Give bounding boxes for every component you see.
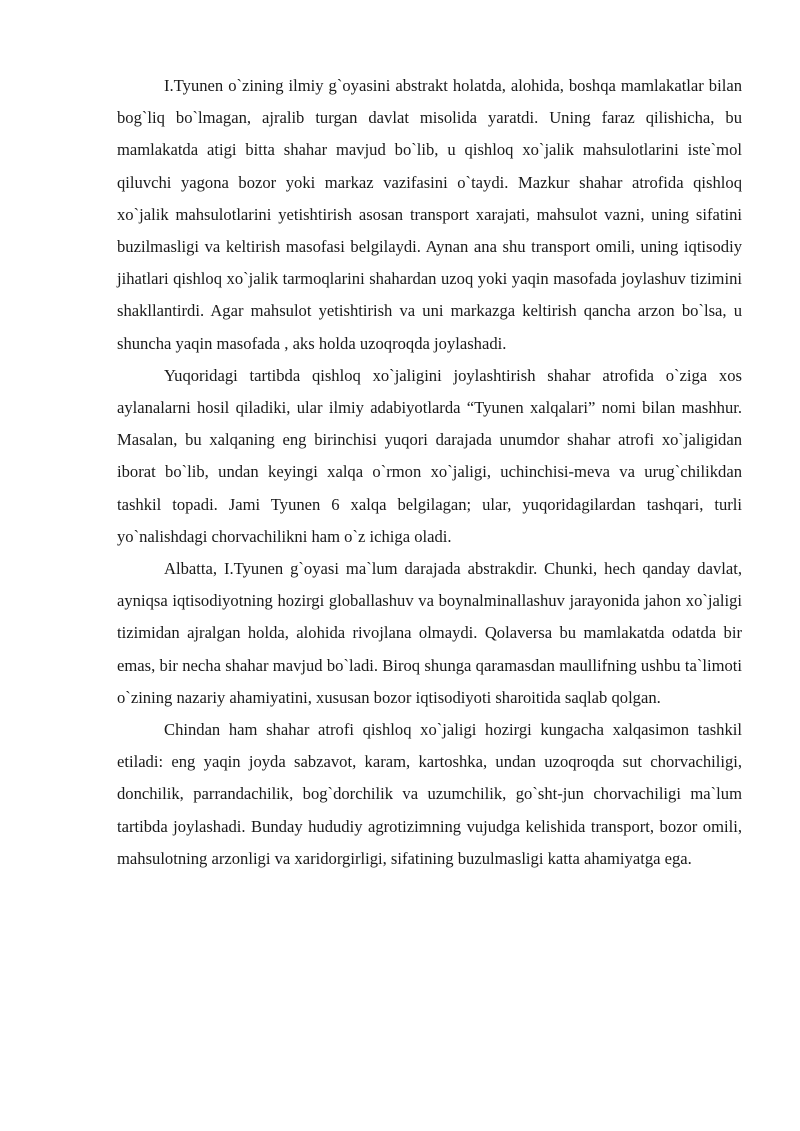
paragraph-tyunen-rings: Yuqoridagi tartibda qishloq xo`jaligini joylashtirish shahar atrofida o`ziga xos aylanalarni hosil qiladiki, ular ilmiy adabiyotlarda “Tyunen xalqalari” nomi bilan mashhur. Masalan, bu xalqaning eng birinchisi yuqori darajada unumdor shahar atrofi xo`jaligidan iborat bo`lib, undan keyingi xalqa o`rmon xo`jaligi, uchinchisi-meva va urug`chilikdan tashkil topadi. Jami Tyunen 6 xalqa belgilagan; ular, yuqoridagilardan tashqari, turli yo`nalishdagi chorvachilikni ham o`z ichiga oladi. <box>117 365 742 546</box>
paragraph-abstract-critique: Albatta, I.Tyunen g`oyasi ma`lum darajada abstrakdir. Chunki, hech qanday davlat, ayniqsa iqtisodiyotning hozirgi globallashuv va boynalminallashuv jarayonida jahon xo`jaligi tizimidan ajralgan holda, alohida rivojlana olmaydi. Qolaversa bu mamlakatda odatda bir emas, bir necha shahar mavjud bo`ladi. Biroq shunga qaramasdan maullifning ushbu ta`limoti o`zining nazariy ahamiyatini, xususan bozor iqtisodiyoti sharoitida saqlab qolgan. <box>117 559 742 707</box>
body-text <box>117 70 742 875</box>
paragraph-modern-organization: Chindan ham shahar atrofi qishloq xo`jaligi hozirgi kungacha xalqasimon tashkil etiladi: eng yaqin joyda sabzavot, karam, kartoshka, undan uzoqroqda sut chorvachiligi, donchilik, parrandachilik, bog`dorchilik va uzumchilik, go`sht-jun chorvachiligi ma`lum tartibda joylashadi. Bunday hududiy agrotizimning vujudga kelishida transport, bozor omili, mahsulotning arzonligi va xaridorgirligi, sifatining buzulmasligi katta ahamiyatga ega. <box>117 720 742 868</box>
paragraph-tyunen-idea: I.Tyunen o`zining ilmiy g`oyasini abstrakt holatda, alohida, boshqa mamlakatlar bilan bog`liq bo`lmagan, ajralib turgan davlat misolida yaratdi. Uning faraz qilishicha, bu mamlakatda atigi bitta shahar mavjud bo`lib, u qishloq xo`jalik mahsulotlarini iste`mol qiluvchi yagona bozor yoki markaz vazifasini o`taydi. Mazkur shahar atrofida qishloq xo`jalik mahsulotlarini yetishtirish asosan transport xarajati, mahsulot vazni, uning sifatini buzilmasligi va keltirish masofasi belgilaydi. Aynan ana shu transport omili, uning iqtisodiy jihatlari qishloq xo`jalik tarmoqlarini shahardan uzoq yoki yaqin masofada joylashuv tizimini shakllantirdi. Agar mahsulot yetishtirish va uni markazga keltirish qancha arzon bo`lsa, u shuncha yaqin masofada , aks holda uzoqroqda joylashadi. <box>117 76 742 353</box>
